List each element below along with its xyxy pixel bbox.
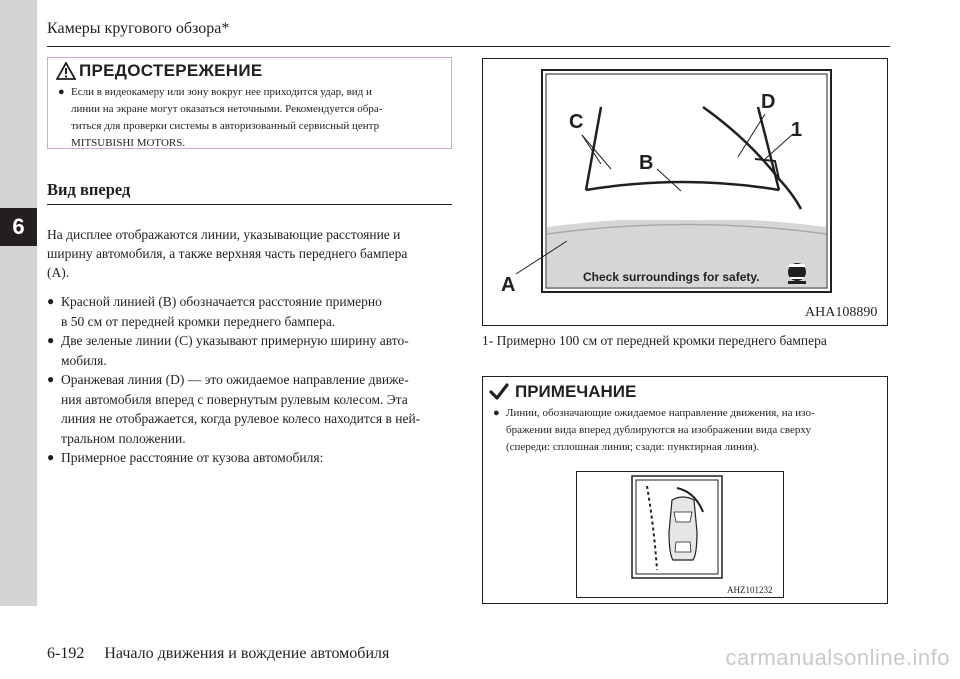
section-heading: Вид вперед <box>47 180 131 199</box>
note-body <box>493 405 881 456</box>
rear-guide-dashed <box>647 486 657 570</box>
list-item <box>47 370 452 448</box>
list-line: линия не отображается, когда рулевое колесо находится в ней- <box>61 411 421 426</box>
bullet-dot-icon: ● <box>493 407 500 419</box>
note-bullet <box>493 405 881 456</box>
top-view-diagram <box>576 471 784 598</box>
intro-paragraph <box>47 225 452 282</box>
note-title-text: ПРИМЕЧАНИЕ <box>515 382 637 401</box>
label-d: D <box>761 91 776 113</box>
bullet-list <box>47 292 452 468</box>
diagram-caption: 1- Примерно 100 см от передней кромки переднего бампера <box>482 333 827 348</box>
warning-line: линии на экране могут оказаться неточными. Рекомендуется обра- <box>71 103 383 115</box>
list-item <box>47 331 452 370</box>
car-top-icon <box>669 497 697 560</box>
note-line: (спереди: сплошная линия; сзади: пунктирная линия). <box>506 441 760 453</box>
chapter-sidebar <box>0 0 37 606</box>
list-item <box>47 292 452 331</box>
warning-triangle-icon <box>56 62 76 80</box>
header-divider <box>47 46 890 47</box>
page-number: 6-192 <box>47 645 85 662</box>
list-line: Красной линией (B) обозначается расстояние примерно <box>61 294 382 309</box>
label-c: C <box>569 111 584 133</box>
leader-d <box>738 114 765 157</box>
list-line: Две зеленые линии (C) указывают примерную ширину авто- <box>61 333 409 348</box>
note-title <box>489 379 636 405</box>
warning-line: MITSUBISHI MOTORS. <box>71 137 186 149</box>
top-view-illustration <box>577 472 783 597</box>
front-view-illustration <box>483 59 887 325</box>
warning-title-text: ПРЕДОСТЕРЕЖЕНИЕ <box>79 61 263 80</box>
list-item <box>47 448 452 468</box>
list-line: Примерное расстояние от кузова автомобиля: <box>61 450 324 465</box>
diagram-code: AHA108890 <box>805 305 878 320</box>
bullet-dot-icon: ● <box>47 372 55 386</box>
chapter-tab[interactable]: 6 <box>0 208 37 246</box>
intro-line: ширину автомобиля, а также верхняя часть переднего бампера <box>47 246 408 261</box>
warning-body <box>58 84 445 152</box>
watermark: carmanualsonline.info <box>725 645 950 670</box>
warning-line: Если в видеокамеру или зону вокруг нее приходится удар, вид и <box>71 86 372 98</box>
label-a: A <box>501 274 516 296</box>
guide-curve-outer <box>703 107 801 209</box>
warning-title <box>56 58 263 84</box>
front-view-diagram <box>482 58 888 326</box>
footer-title: Начало движения и вождение автомобиля <box>104 645 390 662</box>
top-view-code: AHZ101232 <box>727 585 773 595</box>
bullet-dot-icon: ● <box>47 450 55 464</box>
list-line: в 50 см от передней кромки переднего бампера. <box>61 313 336 329</box>
bullet-dot-icon: ● <box>47 333 55 347</box>
note-box <box>482 376 888 604</box>
note-line: Линии, обозначающие ожидаемое направление движения, на изо- <box>506 407 815 419</box>
distance-line <box>586 182 779 190</box>
checkmark-icon <box>489 382 509 402</box>
label-1: 1 <box>791 119 803 141</box>
note-line: бражении вида вперед дублируются на изображении вида сверху <box>506 424 811 436</box>
intro-line: На дисплее отображаются линии, указывающие расстояние и <box>47 227 401 242</box>
leader-c-right <box>582 135 611 169</box>
list-line: тральном положении. <box>61 430 186 446</box>
bullet-dot-icon: ● <box>58 86 65 98</box>
intro-line: (A). <box>47 265 70 280</box>
leader-b <box>657 169 681 191</box>
section-divider <box>47 204 452 205</box>
list-line: Оранжевая линия (D) — это ожидаемое направление движе- <box>61 372 409 387</box>
list-line: мобиля. <box>61 352 107 368</box>
warning-box <box>47 57 452 149</box>
label-b: B <box>639 152 654 174</box>
screen-message: Check surroundings for safety. <box>583 270 760 284</box>
list-line: ния автомобиля вперед с повернутым рулевым колесом. Эта <box>61 391 408 407</box>
warning-line: титься для проверки системы в авторизованный сервисный центр <box>71 120 380 132</box>
warning-bullet <box>58 84 445 152</box>
page-header-title: Камеры кругового обзора* <box>47 20 230 37</box>
page-footer <box>47 645 389 663</box>
bullet-dot-icon: ● <box>47 294 55 308</box>
